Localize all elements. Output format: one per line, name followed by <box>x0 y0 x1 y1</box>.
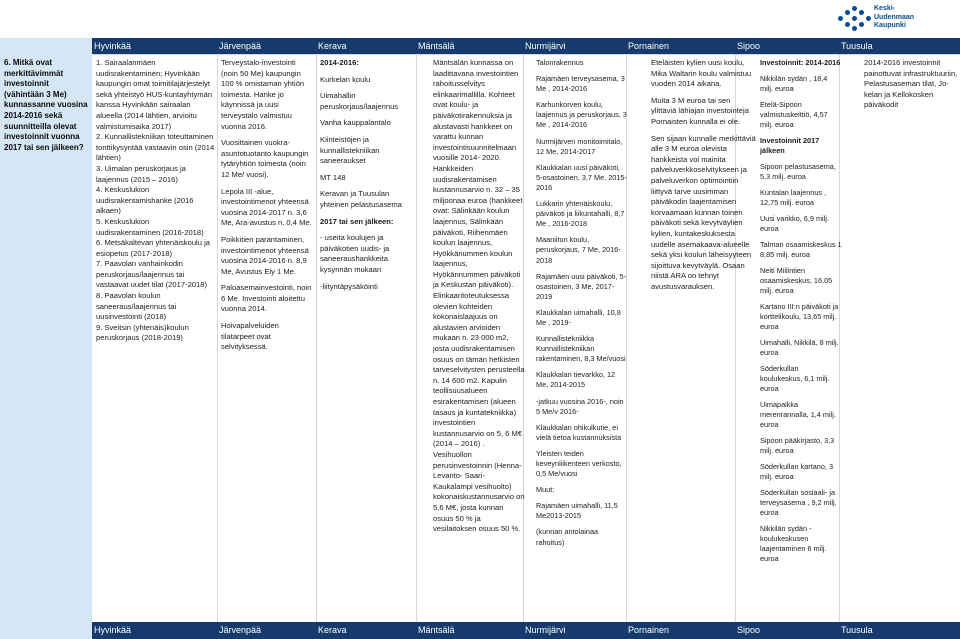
header-divider <box>92 54 960 55</box>
logo-text: Keski- Uudenmaan Kaupunki <box>874 5 915 30</box>
nurmijarvi-item: Nurmijärven monitoimitalo, 12 Me, 2014-2017 <box>536 136 623 156</box>
sipoo-item: Investoinnit 2017 jälkeen <box>760 136 820 155</box>
tuusula-column <box>864 58 958 111</box>
sipoo-item: Uusi varikko, 6,9 milj. euroa <box>760 214 829 233</box>
nurmijarvi-item: Karhunkorven koulu, laajennus ja peruskorjaus, 3 Me , 2014-2016 <box>536 100 627 130</box>
sipoo-item: Kuntalan laajennus , 12,75 milj. euroa <box>760 188 827 207</box>
nurmijarvi-item: Klaukkalan uusi päiväkoti, 5-osastoinen, 3,7 Me, 2015-2016 <box>536 162 627 192</box>
footer-col-mantsala: Mäntsälä <box>418 625 455 635</box>
sipoo-item: Kartano III:n päiväkoti ja korttelikoulu, 13,65 milj. euroa <box>760 302 839 331</box>
sipoo-item: Söderkullan sosiaali- ja terveysasema , 9,2 milj. euroa <box>760 488 837 517</box>
nurmijarvi-item: Lukkarin yhtenäiskoulu, päiväkoti ja liikuntahalli, 8,7 Me , 2016-2018 <box>536 199 625 229</box>
nurmijarvi-item: Yleisten teiden keveynliikenteen verkosto, 0,5 Me/vuosi <box>536 448 622 479</box>
jarvenpaa-item: Vuosittainen vuokra-asuntotuotanto kaupungin tytäryhtiön toimesta (noin 12 Me/ vuosi). <box>221 138 309 179</box>
sipoo-column <box>760 58 842 564</box>
footer-col-sipoo: Sipoo <box>737 625 761 635</box>
jarvenpaa-item: Lepola III -alue, investointimenot yhteensä vuosina 2014-2017 n. 3,6 Me, Ara-avustus n. 0,4 Me. <box>221 186 312 228</box>
kerava-column <box>320 58 414 292</box>
question-text: 6. Mitkä ovat merkittävimmät investoinnit (vähintään 3 Me) kunnassanne vuosina 2014-2016 sekä suunnitteilla olevat investoinnit vuonna 2017 tai sen jälkeen? <box>4 58 88 152</box>
pornainen-item: Sen sijaan kunnalle merkittäviä alle 3 M euroa olevista hankkeista voi mainita palveluverkkoselvitykseen ja palveluverkon optimointiin liittyvä tarve uusimman päiväkodin laajentamisen korvaamaan kunnan toinen päiväkoti sekä kevytväylien kylien, kuntakeskuksesta uudelle asemakaava-alueelle sekä yksi koulun läheisyyteen sijoittuva kevytväylä. Osaan niistä ARA on tehnyt avustusvarauksen. <box>651 133 756 291</box>
sipoo-item: Nikkilän sydän , 18,4 milj. euroa <box>760 74 828 93</box>
kerava-item: Kurkelan koulu <box>320 74 371 84</box>
city-logo <box>838 4 938 34</box>
pornainen-column <box>651 58 757 292</box>
column-divider <box>217 54 218 622</box>
jarvenpaa-item: Hoivapalveluiden tilatarpeet ovat selvityksessä. <box>221 321 279 352</box>
sipoo-item: Etelä-Sipoon valmistuskeittiö, 4,57 milj. euroa <box>760 100 828 129</box>
sipoo-item: Investoinnit: 2014-2016 <box>760 58 841 67</box>
header-col-tuusula: Tuusula <box>841 41 873 51</box>
nurmijarvi-column <box>536 58 628 548</box>
sipoo-item: Uimapaikka merenrannalla, 1,4 milj. euroa <box>760 400 836 429</box>
nurmijarvi-item: Kunnallistekniikka Kunnallistekniikan rakentaminen, 8,3 Me/vuosi <box>536 334 626 364</box>
kerava-item: Keravan ja Tuusulan yhteinen pelastusasema <box>320 189 402 209</box>
nurmijarvi-item: Rajamäen terveysasema, 3 Me , 2014-2016 <box>536 74 625 94</box>
nurmijarvi-item: Rajamäen uimahalli, 11,5 Me2013-2015 <box>536 501 618 521</box>
column-divider <box>316 54 317 622</box>
sipoo-item: Sipoon pelastusasema, 5,3 milj. euroa <box>760 162 836 181</box>
nurmijarvi-item: Talonrakennus <box>536 58 584 67</box>
header-col-sipoo: Sipoo <box>737 41 761 51</box>
kerava-item: Kiinteistöjen ja kunnallistekniikan saneeraukset <box>320 134 380 166</box>
sipoo-item: Talman osaamiskeskus 1 8,85 milj. euroa <box>760 240 842 259</box>
nurmijarvi-item: Klaukkalan ohikulkutie, ei vielä tietoa kustannuksista <box>536 422 622 442</box>
jarvenpaa-item: Terveystalo-investointi (noin 50 Me) kaupungin 100 % omistaman yhtiön toimesta. Hanke jo käynnissä ja uusi terveystalo valmistuu vuonna 2016. <box>221 58 305 131</box>
sipoo-item: Söderkullan koulukeskus, 6,1 milj. euroa <box>760 364 830 393</box>
header-col-kerava: Kerava <box>318 41 347 51</box>
logo-dots-icon <box>838 6 872 32</box>
header-col-pornainen: Pornainen <box>628 41 670 51</box>
footer-col-hyvinkaa: Hyvinkää <box>94 625 132 635</box>
kerava-item: -liityntäpysäköinti <box>320 281 378 291</box>
nurmijarvi-item: Klaukkalan uimahalli, 10,8 Me , 2019- <box>536 307 621 327</box>
kerava-item: 2017 tai sen jälkeen: <box>320 216 394 226</box>
kerava-item: Vanha kauppalantalo <box>320 118 391 128</box>
nurmijarvi-item: Klaukkalan tievarkko, 12 Me, 2014-2015 <box>536 370 616 390</box>
kerava-item: MT 148 <box>320 172 346 182</box>
footer-col-tuusula: Tuusula <box>841 625 873 635</box>
pornainen-item: Muita 3 M euroa tai sen ylittäviä lähiajan investointeja Pornaisten kunnalla ei ole. <box>651 95 749 126</box>
footer-bar <box>92 622 960 639</box>
hyvinkaa-column <box>96 58 215 344</box>
header-bar <box>92 38 960 54</box>
jarvenpaa-item: Paloasemainvestointi, noin 6 Me. Investointi aloitettu vuonna 2014. <box>221 283 312 314</box>
kerava-item: - useita koulujen ja päiväkotien uudis- ja saneeraushankkeita kysynnän mukaan <box>320 233 390 274</box>
nurmijarvi-item: Maaniitun koulu, peruskorjaus, 7 Me, 2016-2018 <box>536 235 621 265</box>
sipoo-item: Neiti Miilintien osaamiskeskus, 16,05 milj. euroa <box>760 266 833 295</box>
column-divider <box>416 54 417 622</box>
nurmijarvi-item: -jatkuu vuosina 2016-, noin 5 Me/v 2016- <box>536 396 624 416</box>
footer-col-jarvenpaa: Järvenpää <box>219 625 262 635</box>
sipoo-item: Söderkullan kartano, 3 milj. euroa <box>760 462 834 481</box>
header-col-jarvenpaa: Järvenpää <box>219 41 262 51</box>
header-col-mantsala: Mäntsälä <box>418 41 455 51</box>
mantsala-column <box>433 58 525 535</box>
header-col-hyvinkaa: Hyvinkää <box>94 41 132 51</box>
kerava-item: Uimahallin peruskorjaus/laajennus <box>320 91 399 111</box>
tuusula-text: 2014-2016 investoinnit painottuvat infrastruktuuriin, Pelastusaseman tilat, Jo-kelan ja Kellokosken päiväkodit <box>864 58 958 110</box>
footer-col-kerava: Kerava <box>318 625 347 635</box>
sipoo-item: Sipoon pääkirjasto, 3,3 milj. euroa <box>760 436 835 455</box>
footer-col-nurmijarvi: Nurmijärvi <box>525 625 566 635</box>
pornainen-item: Eteläisten kylien uusi koulu, Mika Waltarin koulu valmistuu vuoden 2014 aikana. <box>651 58 752 89</box>
sipoo-item: Uimahalli, Nikkilä, 8 milj. euroa <box>760 338 839 357</box>
jarvenpaa-item: Poikkitien parantaminen, investointimenot yhteensä vuosina 2014-2016 n. 8,9 Me, Avustus Ely 1 Me. <box>221 234 309 276</box>
jarvenpaa-column <box>221 58 314 353</box>
sipoo-item: Nikkilän sydän - koulukeskusen laajentaminen 6 milj. euroa <box>760 524 827 563</box>
nurmijarvi-item: Muut: <box>536 485 555 495</box>
mantsala-text: Mäntsälän kunnassa on laadittavana investointien rahoitusselvitys elinkaarimallilla. Kohteet ovat koulu- ja päiväkotirakennuksia ja alustavasti hankkeet on varattu kunnan investointisuunnitelmaan vuosille 2014- 2020. Hankkeiden uudisrakentamisen kustannusarvio n. 32 – 35 miljoonaa euroa (hankkeet ovat: Sälinkään koulun laajennus, Sälinkään päiväkoti, Riihenmäen koulun laajennus, Hyökkänummen koulun laajennus, Hyökännummen päiväkoti ja Keskustan päiväkoti). Elinkaaritoteutuksessa olevien kohteiden kokonaislaajuus on alustavien arvioiden mukaan n. 23 000 m2, josta uudisrakentamisen osuus on tämän hetkisten tarveselvitysten perusteella n. 14 600 m2. Kapulin teollisuusalueen esirakentamisen (alueen tasaus ja kuntatekniikka) investointien kustannusarvio on 5, 6 M€ (2014 – 2016) . Vesihuollon perusinvestoinnin (Henna-Levanto- Saari- Kaukalampi vesihuolto) kokonaiskustannusarvio on 5,6 M€, josta kunnan osuus 50 % ja vesilaitoksen osuus 50 %. <box>433 58 525 534</box>
nurmijarvi-item: (kunnan antolainaa rahoitus) <box>536 527 599 547</box>
kerava-item: 2014-2016: <box>320 58 359 67</box>
hyvinkaa-text: 1. Sairaalanmäen uudisrakentaminen; Hyvinkään kaupungin omat toimitilajärjestelyt sekä yhteistyö HUS-kuntayhtymän kanssa Hyvinkään sairaalan alueella (2014 lähtien, arvioitu valmistumisaika 2017) 2. Kunnallistekniikan toteuttaminen tonttikysyntää vastaavin osin (2014 lähtien) 3. Uimalan peruskorjaus ja laajennus (2015 – 2016) 4. Keskuslukion uudisrakentamishanke (2016 alkaen) 5. Keskuslukion uudisrakentaminen (2016-2018) 6. Metsäkaltevan yhtenäiskoulu ja esiopetus (2017-2018) 7. Paavolan vanhainkodin peruskorjaus/laajennus tai vastaavat uudet tilat (2017-2018) 8. Paavolan koulun saneeraus/laajennus tai uusinvestointi (2018) 9. Sveitsin (yhtenäis)koulun peruskorjaus (2018-2019) <box>96 58 215 343</box>
nurmijarvi-item: Rajamäen uusi päiväkoti, 5-osastoinen, 3 Me, 2017-2019 <box>536 271 627 301</box>
header-col-nurmijarvi: Nurmijärvi <box>525 41 566 51</box>
footer-col-pornainen: Pornainen <box>628 625 670 635</box>
